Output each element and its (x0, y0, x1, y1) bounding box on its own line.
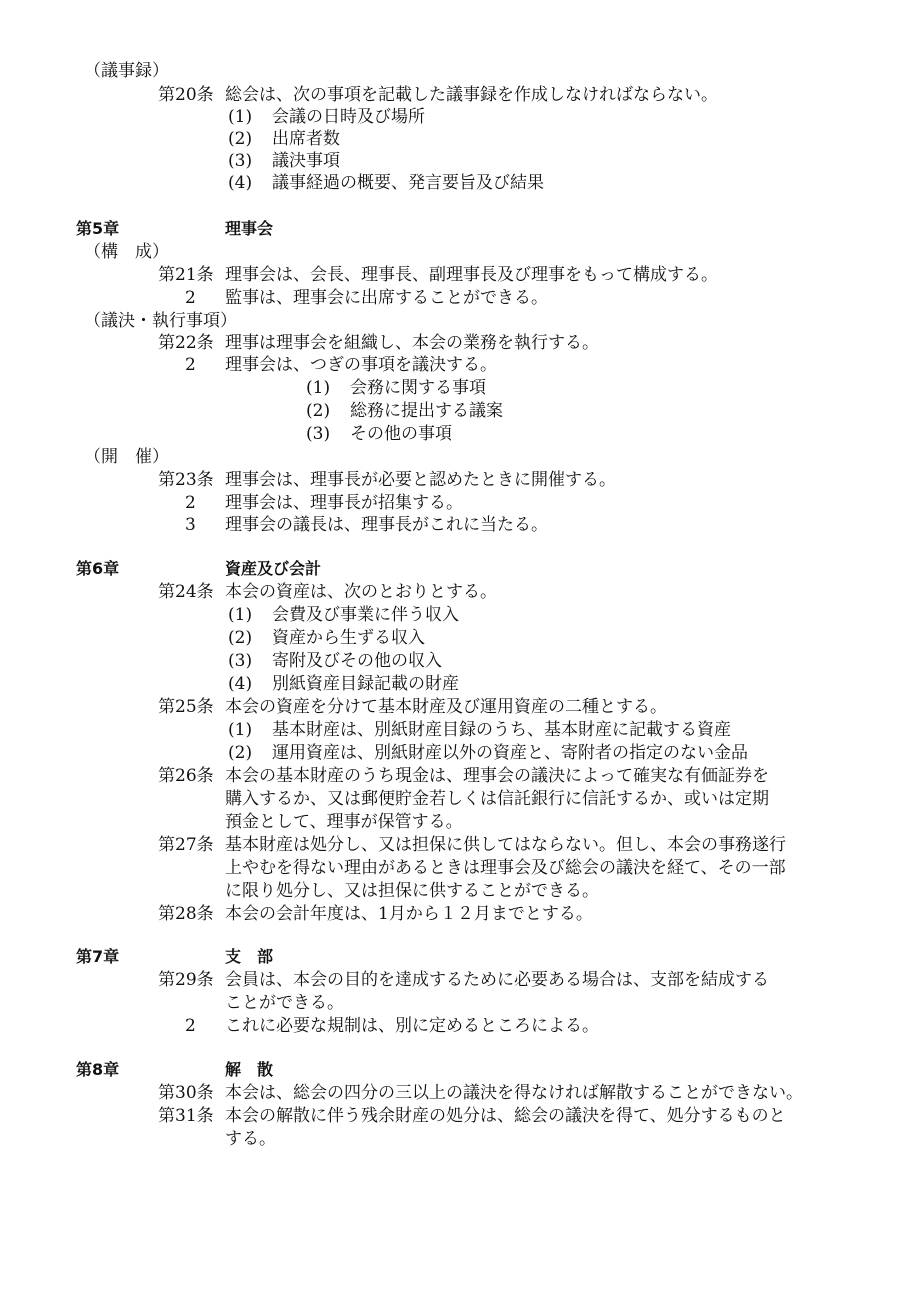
paragraph-text: 監事は、理事会に出席することができる。 (225, 288, 548, 308)
item-text: 議事経過の概要、発言要旨及び結果 (272, 173, 544, 193)
section-label: （議決・執行事項） (84, 311, 237, 331)
item-number: (2) (228, 129, 253, 149)
item-number: (4) (228, 674, 253, 694)
article-text: に限り処分し、又は担保に供することができる。 (225, 881, 599, 901)
article-number: 第26条 (158, 766, 214, 786)
article-text: 基本財産は処分し、又は担保に供してはならない。但し、本会の事務遂行 (225, 835, 786, 855)
paragraph-number: 2 (185, 1016, 196, 1036)
item-text: 資産から生ずる収入 (272, 628, 425, 648)
paragraph-text: 理事会の議長は、理事長がこれに当たる。 (225, 515, 548, 535)
article-text: 本会の資産を分けて基本財産及び運用資産の二種とする。 (225, 697, 667, 717)
item-number: (3) (228, 651, 253, 671)
article-number: 第21条 (158, 265, 214, 285)
article-number: 第31条 (158, 1106, 214, 1126)
chapter-number: 第7章 (76, 947, 120, 966)
article-text: 理事会は、会長、理事長、副理事長及び理事をもって構成する。 (225, 265, 718, 285)
item-number: (1) (228, 605, 253, 625)
article-number: 第22条 (158, 333, 214, 353)
paragraph-number: 2 (185, 493, 196, 513)
chapter-title: 支 部 (225, 947, 274, 966)
article-number: 第29条 (158, 970, 214, 990)
item-number: (1) (228, 107, 253, 127)
chapter-number: 第8章 (76, 1060, 120, 1079)
article-text: する。 (225, 1129, 276, 1149)
paragraph-text: 理事会は、つぎの事項を議決する。 (225, 355, 497, 375)
paragraph-number: 3 (185, 515, 196, 535)
paragraph-text: これに必要な規制は、別に定めるところによる。 (225, 1016, 599, 1036)
paragraph-text: 理事会は、理事長が招集する。 (225, 493, 463, 513)
article-number: 第20条 (158, 85, 214, 105)
item-number: (3) (306, 424, 331, 444)
paragraph-number: 2 (185, 288, 196, 308)
article-text: 会員は、本会の目的を達成するために必要ある場合は、支部を結成する (225, 970, 769, 990)
article-text: ことができる。 (225, 993, 344, 1013)
chapter-number: 第6章 (76, 559, 120, 578)
section-label: （議事録） (84, 61, 169, 81)
item-text: 会議の日時及び場所 (272, 107, 425, 127)
article-text: 購入するか、又は郵便貯金若しくは信託銀行に信託するか、或いは定期 (225, 789, 769, 809)
article-number: 第28条 (158, 904, 214, 924)
chapter-number: 第5章 (76, 219, 120, 238)
item-text: 総務に提出する議案 (350, 401, 503, 421)
article-text: 総会は、次の事項を記載した議事録を作成しなければならない。 (225, 85, 718, 105)
article-text: 預金として、理事が保管する。 (225, 812, 463, 832)
article-text: 本会の資産は、次のとおりとする。 (225, 582, 497, 602)
article-number: 第23条 (158, 470, 214, 490)
item-number: (2) (306, 401, 331, 421)
article-number: 第25条 (158, 697, 214, 717)
item-number: (3) (228, 151, 253, 171)
article-text: 本会は、総会の四分の三以上の議決を得なければ解散することができない。 (225, 1083, 803, 1103)
item-text: 基本財産は、別紙財産目録のうち、基本財産に記載する資産 (272, 720, 731, 740)
article-text: 上やむを得ない理由があるときは理事会及び総会の議決を経て、その一部 (225, 858, 786, 878)
item-text: 出席者数 (272, 129, 340, 149)
item-text: その他の事項 (350, 424, 452, 444)
item-text: 別紙資産目録記載の財産 (272, 674, 459, 694)
item-number: (4) (228, 173, 253, 193)
chapter-title: 理事会 (225, 219, 274, 238)
item-text: 会務に関する事項 (350, 378, 486, 398)
article-text: 理事会は、理事長が必要と認めたときに開催する。 (225, 470, 616, 490)
article-text: 本会の基本財産のうち現金は、理事会の議決によって確実な有価証券を (225, 766, 769, 786)
section-label: （構 成） (84, 242, 169, 262)
item-number: (1) (228, 720, 253, 740)
item-text: 寄附及びその他の収入 (272, 651, 442, 671)
article-number: 第24条 (158, 582, 214, 602)
item-number: (2) (228, 628, 253, 648)
section-label: （開 催） (84, 447, 169, 467)
item-text: 会費及び事業に伴う収入 (272, 605, 459, 625)
item-text: 運用資産は、別紙財産以外の資産と、寄附者の指定のない金品 (272, 743, 748, 763)
article-text: 本会の会計年度は、1月から１２月までとする。 (225, 904, 593, 924)
paragraph-number: 2 (185, 355, 196, 375)
article-text: 本会の解散に伴う残余財産の処分は、総会の議決を得て、処分するものと (225, 1106, 786, 1126)
chapter-title: 資産及び会計 (225, 559, 322, 578)
item-number: (1) (306, 378, 331, 398)
article-number: 第30条 (158, 1083, 214, 1103)
item-number: (2) (228, 743, 253, 763)
item-text: 議決事項 (272, 151, 340, 171)
article-number: 第27条 (158, 835, 214, 855)
article-text: 理事は理事会を組織し、本会の業務を執行する。 (225, 333, 599, 353)
chapter-title: 解 散 (225, 1060, 274, 1079)
